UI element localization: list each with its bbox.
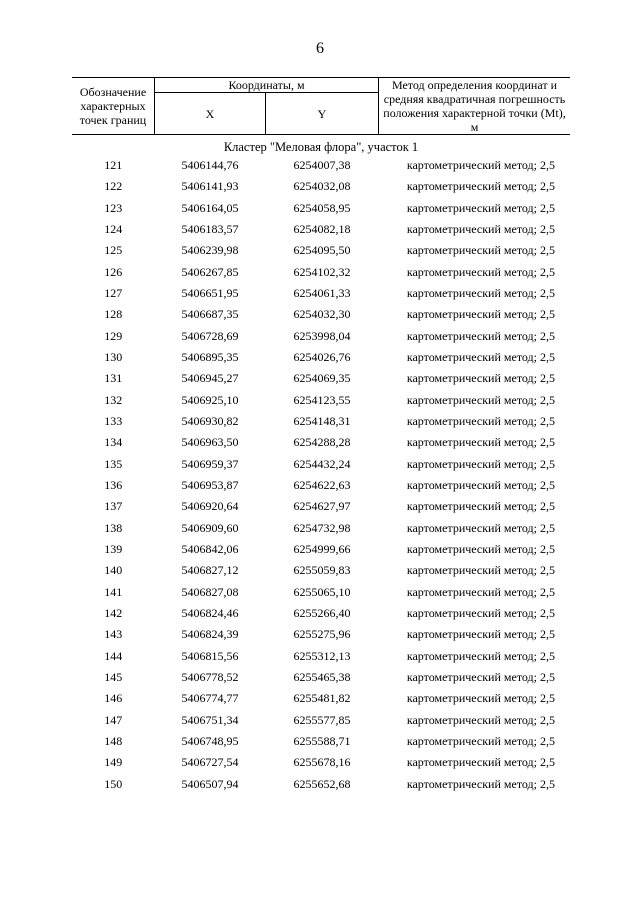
table-row: [72, 454, 570, 475]
coord-x: 5406824,39: [181, 627, 239, 642]
point-number: 135: [104, 456, 123, 471]
section-title: Кластер "Меловая флора", участок 1: [223, 140, 419, 154]
table-row: [72, 646, 570, 667]
point-number: 126: [104, 264, 123, 279]
method-value: картометрический метод; 2,5: [406, 371, 555, 386]
table-header-row: [72, 78, 570, 93]
table-row: [72, 219, 570, 240]
table-row: [72, 390, 570, 411]
method-value: картометрический метод; 2,5: [406, 584, 555, 599]
point-number: 123: [104, 200, 123, 215]
table-row: [72, 710, 570, 731]
coord-x: 5406920,64: [181, 499, 239, 514]
table-row: [72, 688, 570, 709]
coord-x: 5406925,10: [181, 392, 239, 407]
method-value: картометрический метод; 2,5: [406, 264, 555, 279]
point-number: 138: [104, 520, 123, 535]
method-value: картометрический метод; 2,5: [406, 499, 555, 514]
coord-x: 5406842,06: [181, 542, 239, 557]
coord-y: 6254069,35: [293, 371, 351, 386]
method-value: картометрический метод; 2,5: [406, 286, 555, 301]
coord-y: 6254148,31: [293, 414, 351, 429]
method-value: картометрический метод; 2,5: [406, 648, 555, 663]
point-number: 139: [104, 542, 123, 557]
table-row: [72, 198, 570, 219]
point-number: 124: [104, 222, 123, 237]
coord-y: 6254095,50: [293, 243, 351, 258]
table-row: [72, 432, 570, 453]
point-number: 129: [104, 328, 123, 343]
header-method: Метод определения координат и средняя квадратичная погрешность положения характерной точки (Mt), м: [379, 78, 571, 135]
coord-y: 6254058,95: [293, 200, 351, 215]
method-value: картометрический метод; 2,5: [406, 691, 555, 706]
coord-x: 5406827,12: [181, 563, 239, 578]
point-number: 132: [104, 392, 123, 407]
table-row: [72, 155, 570, 176]
table-row: [72, 539, 570, 560]
coord-y: 6255577,85: [293, 712, 351, 727]
table-row: [72, 368, 570, 389]
coord-x: 5406930,82: [181, 414, 239, 429]
coord-y: 6254288,28: [293, 435, 351, 450]
method-value: картометрический метод; 2,5: [406, 414, 555, 429]
table-row: [72, 582, 570, 603]
coord-x: 5406267,85: [181, 264, 239, 279]
coord-y: 6255059,83: [293, 563, 351, 578]
coord-x: 5406507,94: [181, 776, 239, 791]
table-row: [72, 283, 570, 304]
method-value: картометрический метод; 2,5: [406, 542, 555, 557]
point-number: 121: [104, 158, 123, 173]
coord-y: 6255266,40: [293, 606, 351, 621]
header-x: X: [155, 93, 266, 135]
table-row: [72, 518, 570, 539]
method-value: картометрический метод; 2,5: [406, 712, 555, 727]
method-value: картометрический метод; 2,5: [406, 606, 555, 621]
coord-x: 5406751,34: [181, 712, 239, 727]
point-number: 143: [104, 627, 123, 642]
method-value: картометрический метод; 2,5: [406, 456, 555, 471]
point-number: 142: [104, 606, 123, 621]
coord-x: 5406687,35: [181, 307, 239, 322]
header-coordinates: Координаты, м: [155, 78, 379, 93]
point-number: 125: [104, 243, 123, 258]
coord-x: 5406164,05: [181, 200, 239, 215]
point-number: 137: [104, 499, 123, 514]
table-row: [72, 731, 570, 752]
method-value: картометрический метод; 2,5: [406, 755, 555, 770]
coord-x: 5406815,56: [181, 648, 239, 663]
coord-y: 6255481,82: [293, 691, 351, 706]
point-number: 145: [104, 670, 123, 685]
method-value: картометрический метод; 2,5: [406, 627, 555, 642]
coordinates-table: [72, 77, 570, 795]
coord-x: 5406778,52: [181, 670, 239, 685]
coord-x: 5406183,57: [181, 222, 239, 237]
coord-y: 6254432,24: [293, 456, 351, 471]
coord-x: 5406651,95: [181, 286, 239, 301]
table-row: [72, 774, 570, 795]
point-number: 134: [104, 435, 123, 450]
header-designation: Обозначение характерных точек границ: [72, 78, 155, 135]
table-row: [72, 667, 570, 688]
point-number: 150: [104, 776, 123, 791]
coord-y: 6254123,55: [293, 392, 351, 407]
coord-x: 5406774,77: [181, 691, 239, 706]
coord-y: 6254007,38: [293, 158, 351, 173]
table-row: [72, 176, 570, 197]
method-value: картометрический метод; 2,5: [406, 200, 555, 215]
coord-y: 6254102,32: [293, 264, 351, 279]
coord-x: 5406963,50: [181, 435, 239, 450]
method-value: картометрический метод; 2,5: [406, 776, 555, 791]
coord-y: 6255465,38: [293, 670, 351, 685]
coord-y: 6255065,10: [293, 584, 351, 599]
point-number: 140: [104, 563, 123, 578]
method-value: картометрический метод; 2,5: [406, 563, 555, 578]
point-number: 147: [104, 712, 123, 727]
coord-y: 6254026,76: [293, 350, 351, 365]
table-row: [72, 304, 570, 325]
method-value: картометрический метод; 2,5: [406, 243, 555, 258]
method-value: картометрический метод; 2,5: [406, 435, 555, 450]
coord-y: 6254732,98: [293, 520, 351, 535]
coord-x: 5406141,93: [181, 179, 239, 194]
table-row: [72, 240, 570, 261]
method-value: картометрический метод; 2,5: [406, 179, 555, 194]
point-number: 136: [104, 478, 123, 493]
coord-x: 5406945,27: [181, 371, 239, 386]
coord-y: 6255312,13: [293, 648, 351, 663]
coord-x: 5406239,98: [181, 243, 239, 258]
coord-y: 6255678,16: [293, 755, 351, 770]
point-number: 133: [104, 414, 123, 429]
coord-y: 6254627,97: [293, 499, 351, 514]
method-value: картометрический метод; 2,5: [406, 222, 555, 237]
method-value: картометрический метод; 2,5: [406, 350, 555, 365]
method-value: картометрический метод; 2,5: [406, 328, 555, 343]
point-number: 122: [104, 179, 123, 194]
method-value: картометрический метод; 2,5: [406, 478, 555, 493]
table-row: [72, 347, 570, 368]
coord-y: 6254032,30: [293, 307, 351, 322]
table-row: [72, 326, 570, 347]
point-number: 144: [104, 648, 123, 663]
method-value: картометрический метод; 2,5: [406, 734, 555, 749]
coord-x: 5406827,08: [181, 584, 239, 599]
table-row: [72, 624, 570, 645]
point-number: 146: [104, 691, 123, 706]
coord-x: 5406727,54: [181, 755, 239, 770]
table-row: [72, 411, 570, 432]
coord-x: 5406144,76: [181, 158, 239, 173]
coord-y: 6255275,96: [293, 627, 351, 642]
point-number: 141: [104, 584, 123, 599]
coord-x: 5406895,35: [181, 350, 239, 365]
page-number: 6: [316, 40, 324, 57]
table-row: [72, 752, 570, 773]
coord-y: 6254061,33: [293, 286, 351, 301]
coord-y: 6254082,18: [293, 222, 351, 237]
coord-x: 5406824,46: [181, 606, 239, 621]
coord-y: 6255588,71: [293, 734, 351, 749]
section-title-row: [72, 135, 570, 156]
coord-y: 6253998,04: [293, 328, 351, 343]
coord-y: 6254622,63: [293, 478, 351, 493]
table-row: [72, 475, 570, 496]
header-y: Y: [266, 93, 379, 135]
coord-x: 5406959,37: [181, 456, 239, 471]
point-number: 131: [104, 371, 123, 386]
method-value: картометрический метод; 2,5: [406, 307, 555, 322]
method-value: картометрический метод; 2,5: [406, 158, 555, 173]
method-value: картометрический метод; 2,5: [406, 392, 555, 407]
point-number: 148: [104, 734, 123, 749]
table-row: [72, 603, 570, 624]
coord-x: 5406728,69: [181, 328, 239, 343]
method-value: картометрический метод; 2,5: [406, 670, 555, 685]
point-number: 149: [104, 755, 123, 770]
coord-x: 5406909,60: [181, 520, 239, 535]
coord-y: 6255652,68: [293, 776, 351, 791]
coord-x: 5406748,95: [181, 734, 239, 749]
table-row: [72, 496, 570, 517]
coord-x: 5406953,87: [181, 478, 239, 493]
coord-y: 6254999,66: [293, 542, 351, 557]
point-number: 130: [104, 350, 123, 365]
method-value: картометрический метод; 2,5: [406, 520, 555, 535]
table-row: [72, 262, 570, 283]
point-number: 128: [104, 307, 123, 322]
table-row: [72, 560, 570, 581]
point-number: 127: [104, 286, 123, 301]
coord-y: 6254032,08: [293, 179, 351, 194]
